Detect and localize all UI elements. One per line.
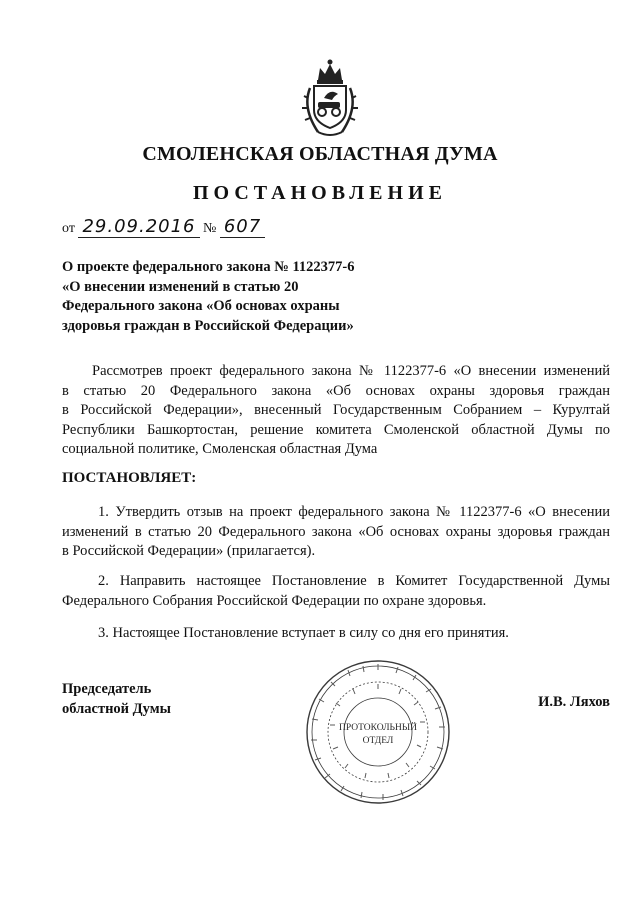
subject-line: «О внесении изменений в статью 20 bbox=[62, 278, 299, 295]
intro-line: социальной политике, Смоленская областная Дума bbox=[62, 441, 378, 457]
date-from-label: от bbox=[62, 221, 75, 236]
item-line: изменений в статью 20 Федерального закона «Об основах охраны здоровья граждан bbox=[62, 523, 610, 540]
item-line: Федерального Собрания Российской Федерации по охране здоровья. bbox=[62, 592, 487, 609]
organization-title: СМОЛЕНСКАЯ ОБЛАСТНАЯ ДУМА bbox=[142, 143, 498, 165]
signer-name: И.В. Ляхов bbox=[538, 694, 610, 710]
intro-line: в Российской Федерации», внесенный Государственным Собранием – Курултай bbox=[62, 402, 610, 418]
signer-position-line: Председатель bbox=[62, 681, 152, 697]
official-seal-stamp bbox=[303, 657, 453, 807]
intro-line: Республики Башкортостан, решение комитета Смоленской областной Думы по bbox=[62, 421, 610, 438]
intro-line: Рассмотрев проект федерального закона № 1122377-6 «О внесении изменений bbox=[92, 363, 610, 379]
decree-label: ПОСТАНОВЛЯЕТ: bbox=[62, 470, 197, 486]
coat-of-arms-emblem bbox=[298, 58, 362, 138]
item-line: в Российской Федерации» (прилагается). bbox=[62, 543, 316, 559]
item-line: 2. Направить настоящее Постановление в Комитет Государственной Думы bbox=[98, 573, 610, 589]
item-line: 1. Утвердить отзыв на проект федерального закона № 1122377-6 «О внесении bbox=[98, 504, 610, 520]
decree-item-2 bbox=[62, 572, 610, 611]
number-label: № bbox=[203, 221, 217, 236]
subject-line: здоровья граждан в Российской Федерации» bbox=[62, 317, 354, 334]
signer-position-line: областной Думы bbox=[62, 700, 171, 717]
subject-line: О проекте федерального закона № 1122377-6 bbox=[62, 259, 355, 275]
decree-item-3 bbox=[62, 624, 610, 644]
document-number: 607 bbox=[220, 216, 265, 238]
document-date: 29.09.2016 bbox=[78, 216, 199, 238]
decree-item-1 bbox=[62, 503, 610, 562]
document-subject bbox=[62, 258, 392, 336]
intro-paragraph bbox=[62, 362, 610, 460]
item-line: 3. Настоящее Постановление вступает в силу со дня его принятия. bbox=[98, 625, 509, 641]
signer-position bbox=[62, 680, 171, 719]
stamp-center-line1: ПРОТОКОЛЬНЫЙ bbox=[338, 723, 418, 733]
date-number-line bbox=[62, 216, 265, 237]
subject-line: Федерального закона «Об основах охраны bbox=[62, 298, 340, 314]
intro-line: в статью 20 Федерального закона «Об основах охраны здоровья граждан bbox=[62, 382, 610, 399]
stamp-center-line2: ОТДЕЛ bbox=[362, 736, 394, 746]
document-type-title: ПОСТАНОВЛЕНИЕ bbox=[193, 182, 447, 204]
